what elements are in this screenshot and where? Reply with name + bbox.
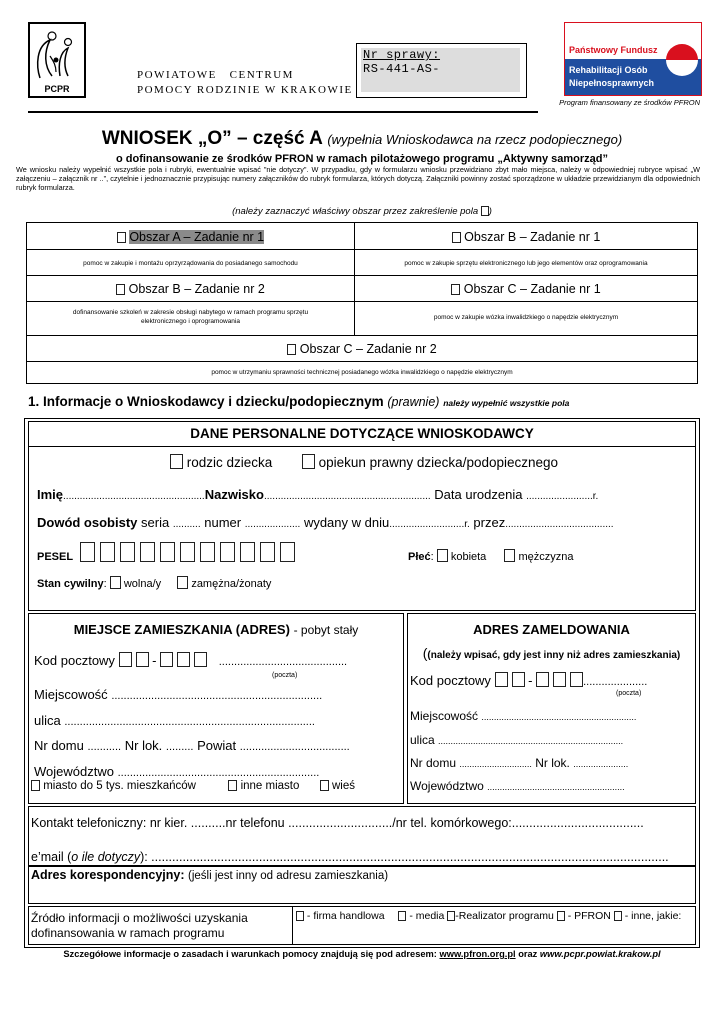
res-house-field[interactable]: ........... — [87, 741, 122, 753]
registered-title: ADRES ZAMELDOWANIA — [473, 622, 630, 637]
area-c2-desc: pomoc w utrzymaniu sprawności technicznej posiadanego wózka inwalidzkiego o napędzie elektrycznym — [211, 369, 513, 376]
res-county-label: Powiat — [197, 738, 237, 753]
female-checkbox[interactable] — [437, 549, 448, 562]
res-flat-field[interactable]: ......... — [165, 741, 194, 753]
form-instructions: We wniosku należy wypełnić wszystkie pola i rubryki, ewentualnie wpisać "nie dotyczy". W przypadku, gdy w formularzu wniosku przewidziano zbyt mało miejsca, należy w odpowiedniej rubryce wpisać „W załączeniu – załącznik nr ..”, czytelnie i jednoznacznie przypisując numery załączników do rubryk formularza, których dotyczą. Załączniki powinny zostać sporządzone w układzie przewidzianym dla odpowiednich rubryk formularza. — [16, 165, 700, 192]
guardian-checkbox[interactable] — [302, 454, 315, 469]
area-c1-checkbox[interactable] — [451, 284, 460, 295]
parent-label: rodzic dziecka — [186, 455, 273, 470]
other-city-checkbox[interactable] — [228, 780, 237, 791]
source-pfron-checkbox[interactable] — [557, 911, 565, 921]
area-option-c2[interactable] — [27, 342, 697, 356]
footer-note — [0, 949, 724, 959]
reg-voivodeship-row — [410, 779, 625, 793]
res-street-field[interactable]: .................................................................................. — [64, 716, 315, 728]
res-post-office-field[interactable]: .......................................... — [218, 656, 348, 668]
village-checkbox[interactable] — [320, 780, 329, 791]
form-title-main: WNIOSEK „O” – część A — [101, 128, 323, 149]
res-locality-type-row — [31, 780, 355, 792]
area-c2-checkbox[interactable] — [287, 344, 296, 355]
source-shop-label: - firma handlowa — [306, 910, 385, 922]
res-postal-row — [34, 652, 347, 668]
reg-voivodeship-field[interactable]: ....................................................... — [487, 782, 625, 792]
pesel-boxes[interactable] — [80, 542, 295, 565]
checkbox-sample-icon — [481, 206, 489, 216]
reg-flat-label: Nr lok. — [535, 756, 570, 770]
res-flat-label: Nr lok. — [124, 738, 163, 753]
pfron-logo — [564, 22, 702, 96]
marital-status-label: Stan cywilny — [37, 578, 104, 590]
email-row[interactable] — [31, 850, 669, 864]
village-label: wieś — [332, 780, 356, 792]
phone-row[interactable]: Kontakt telefoniczny: nr kier. ..........nr telefonu ............................../nr tel. komórkowego:...................................... — [31, 816, 644, 830]
section1-heading-paren: (prawnie) — [387, 395, 440, 409]
source-realizer-label: -Realizator programu — [455, 910, 554, 922]
pfron-line3: Niepełnosprawnych — [569, 78, 655, 88]
registered-note: ((należy wpisać, gdy jest inny niż adres zamieszkania) — [422, 645, 681, 661]
id-issued-by-label: przez — [473, 515, 506, 530]
area-b1-checkbox[interactable] — [452, 232, 461, 243]
male-checkbox[interactable] — [504, 549, 515, 562]
form-subtitle: o dofinansowanie ze środków PFRON w ramach pilotażowego programu „Aktywny samorząd” — [115, 153, 609, 165]
single-checkbox[interactable] — [110, 576, 121, 589]
footer-and: oraz — [518, 949, 538, 959]
area-option-b1[interactable] — [355, 230, 697, 244]
area-b1-label: Obszar B – Zadanie nr 1 — [464, 230, 601, 244]
reg-street-label: ulica — [410, 733, 435, 747]
area-c2-label: Obszar C – Zadanie nr 2 — [299, 342, 437, 356]
residence-title-suffix: - pobyt stały — [293, 623, 359, 637]
last-name-label: Nazwisko — [204, 487, 264, 502]
pcpr-link[interactable]: www.pcpr.powiat.krakow.pl — [539, 949, 661, 959]
id-issued-date-field[interactable]: ...........................r. — [389, 519, 470, 530]
reg-city-label: Miejscowość — [410, 709, 479, 723]
res-city-row — [34, 687, 322, 702]
res-postal-label: Kod pocztowy — [34, 653, 115, 668]
section1-heading-note: należy wypełnić wszystkie pola — [443, 398, 570, 408]
correspondence-row[interactable] — [31, 868, 388, 882]
id-card-label: Dowód osobisty — [37, 515, 138, 530]
other-city-label: inne miasto — [240, 780, 300, 792]
email-field[interactable]: ): ..................................................................................................................................................... — [140, 850, 669, 864]
id-number-field[interactable]: .................... — [244, 519, 301, 530]
case-number-box — [356, 43, 527, 98]
form-title-paren: (wypełnia Wnioskodawca na rzecz podopiecznego) — [327, 132, 623, 147]
res-street-label: ulica — [34, 713, 61, 728]
female-label: kobieta — [450, 551, 487, 563]
residence-title — [28, 622, 404, 637]
pfron-line1: Państwowy Fundusz — [569, 45, 658, 55]
res-city-label: Miejscowość — [34, 687, 108, 702]
res-post-office-hint: (poczta) — [272, 672, 298, 679]
area-a1-desc: pomoc w zakupie i montażu oprzyrządowania do posiadanego samochodu — [83, 260, 298, 267]
info-source-label: Źródło informacji o możliwości uzyskania dofinansowania w ramach programu — [31, 911, 248, 940]
pfron-line2: Rehabilitacji Osób — [569, 65, 648, 75]
reg-voivodeship-label: Województwo — [410, 779, 484, 793]
id-series-field[interactable]: .......... — [172, 519, 201, 530]
res-voivodeship-row — [34, 764, 319, 779]
residence-title-text: MIEJSCE ZAMIESZKANIA (ADRES) — [73, 622, 290, 637]
res-house-label: Nr domu — [34, 738, 84, 753]
source-shop-checkbox[interactable] — [296, 911, 304, 921]
email-label-italic: o ile dotyczy — [71, 850, 141, 864]
res-postal-boxes[interactable]: - — [119, 653, 208, 668]
form-title — [0, 128, 724, 150]
married-checkbox[interactable] — [177, 576, 188, 589]
case-number-field[interactable]: RS-441-AS- — [363, 62, 441, 76]
birth-date-label: Data urodzenia — [434, 487, 523, 502]
birth-date-field[interactable]: ........................r. — [526, 491, 599, 502]
area-option-b2[interactable] — [27, 282, 354, 296]
area-b1-desc: pomoc w zakupie sprzętu elektronicznego lub jego elementów oraz oprogramowania — [404, 260, 648, 267]
parent-checkbox[interactable] — [170, 454, 183, 469]
area-b2-desc: dofinansowanie szkoleń w zakresie obsługi nabytego w ramach programu sprzętu elektronicznego i oprogramowania — [72, 309, 309, 325]
source-media-checkbox[interactable] — [398, 911, 406, 921]
pfron-link[interactable]: www.pfron.org.pl — [439, 949, 516, 959]
married-label: zamężna/żonaty — [191, 578, 272, 590]
family-logo-icon — [30, 26, 84, 84]
reg-postal-label: Kod pocztowy — [410, 673, 491, 688]
gender-label: Płeć — [408, 551, 431, 563]
applicant-role-row — [170, 454, 558, 470]
select-area-note: (należy zaznaczyć właściwy obszar przez zakreślenie pola ) — [232, 206, 492, 217]
res-house-row — [34, 738, 350, 753]
reg-city-field[interactable]: .............................................................. — [481, 712, 637, 722]
first-name-label: Imię — [37, 487, 64, 502]
footer-text: Szczegółowe informacje o zasadach i warunkach pomocy znajdują się pod adresem: — [63, 949, 437, 959]
reg-house-field[interactable]: ............................. — [459, 759, 532, 769]
area-c1-desc: pomoc w zakupie wózka inwalidzkiego o napędzie elektrycznym — [433, 314, 619, 321]
select-area-note-text: (należy zaznaczyć właściwy obszar przez zakreślenie pola — [232, 206, 479, 217]
reg-house-label: Nr domu — [410, 756, 457, 770]
area-b2-label: Obszar B – Zadanie nr 2 — [128, 282, 265, 296]
program-financed-note: Program finansowany ze środków PFRON — [559, 98, 700, 107]
res-voivodeship-label: Województwo — [34, 764, 114, 779]
res-county-field[interactable]: .................................... — [239, 741, 350, 753]
single-label: wolna/y — [123, 578, 162, 590]
id-series-label: seria — [141, 515, 170, 530]
male-label: mężczyzna — [518, 551, 574, 563]
correspondence-label: Adres korespondencyjny: — [31, 868, 185, 882]
pesel-label: PESEL — [37, 551, 74, 563]
source-pfron-label: - PFRON — [567, 910, 611, 922]
personal-data-title: DANE PERSONALNE DOTYCZĄCE WNIOSKODAWCY — [190, 426, 534, 441]
area-a1-label: Obszar A – Zadanie nr 1 — [129, 230, 265, 244]
source-media-label: - media — [409, 910, 445, 922]
reg-street-field[interactable]: .......................................................................... — [438, 736, 624, 746]
area-c1-label: Obszar C – Zadanie nr 1 — [463, 282, 601, 296]
header-divider — [28, 111, 538, 113]
source-other-checkbox[interactable] — [614, 911, 622, 921]
res-voivodeship-field[interactable]: .................................................................. — [117, 767, 320, 779]
id-issued-by-field[interactable]: ....................................... — [505, 519, 614, 530]
res-street-row — [34, 713, 315, 728]
small-town-label: miasto do 5 tys. mieszkańców — [43, 780, 196, 792]
name-row — [37, 487, 598, 502]
guardian-label: opiekun prawny dziecka/podopiecznego — [318, 455, 559, 470]
area-option-c1[interactable] — [355, 282, 697, 296]
areas-table — [26, 222, 698, 384]
first-name-field[interactable]: ................................................... — [63, 491, 205, 502]
reg-flat-field[interactable]: ...................... — [573, 759, 629, 769]
source-other-label: - inne, jakie: — [624, 910, 682, 922]
res-city-field[interactable]: ..................................................................... — [111, 690, 323, 702]
gender-row: Płeć: kobieta mężczyzna — [408, 551, 574, 563]
reg-city-row — [410, 709, 636, 723]
area-b2-checkbox[interactable] — [116, 284, 125, 295]
case-number-label: Nr sprawy: — [363, 48, 441, 62]
reg-postal-row — [410, 672, 647, 688]
logo-text: PCPR — [44, 84, 70, 94]
area-option-a1[interactable] — [27, 230, 354, 244]
last-name-field[interactable]: ............................................................ — [263, 491, 431, 502]
org-name-line1: POWIATOWE CENTRUM — [137, 69, 294, 81]
small-town-checkbox[interactable] — [31, 780, 40, 791]
email-label: e’mail ( — [31, 850, 72, 864]
id-row — [37, 515, 614, 530]
info-source-options — [296, 910, 681, 922]
id-issued-label: wydany w dniu — [303, 515, 390, 530]
reg-street-row — [410, 733, 623, 747]
section1-heading-text: 1. Informacje o Wnioskodawcy i dziecku/podopiecznym — [28, 394, 384, 409]
marital-status-row: Stan cywilny: wolna/y zamężna/żonaty — [37, 578, 272, 590]
pcpr-logo — [28, 22, 86, 98]
correspondence-note: (jeśli jest inny od adresu zamieszkania) — [188, 870, 389, 882]
reg-house-row — [410, 756, 628, 770]
pfron-circle-icon — [665, 43, 699, 77]
id-number-label: numer — [204, 515, 242, 530]
reg-post-office-hint: (poczta) — [616, 690, 642, 697]
registered-note-text: (należy wpisać, gdy jest inny niż adres zamieszkania) — [427, 650, 681, 661]
reg-postal-boxes[interactable]: - — [495, 673, 584, 688]
org-name-line2: POMOCY RODZINIE W KRAKOWIE — [137, 84, 353, 96]
area-a1-checkbox[interactable] — [117, 232, 126, 243]
reg-post-office-field[interactable]: ..................... — [583, 676, 648, 688]
section1-heading — [28, 394, 569, 409]
